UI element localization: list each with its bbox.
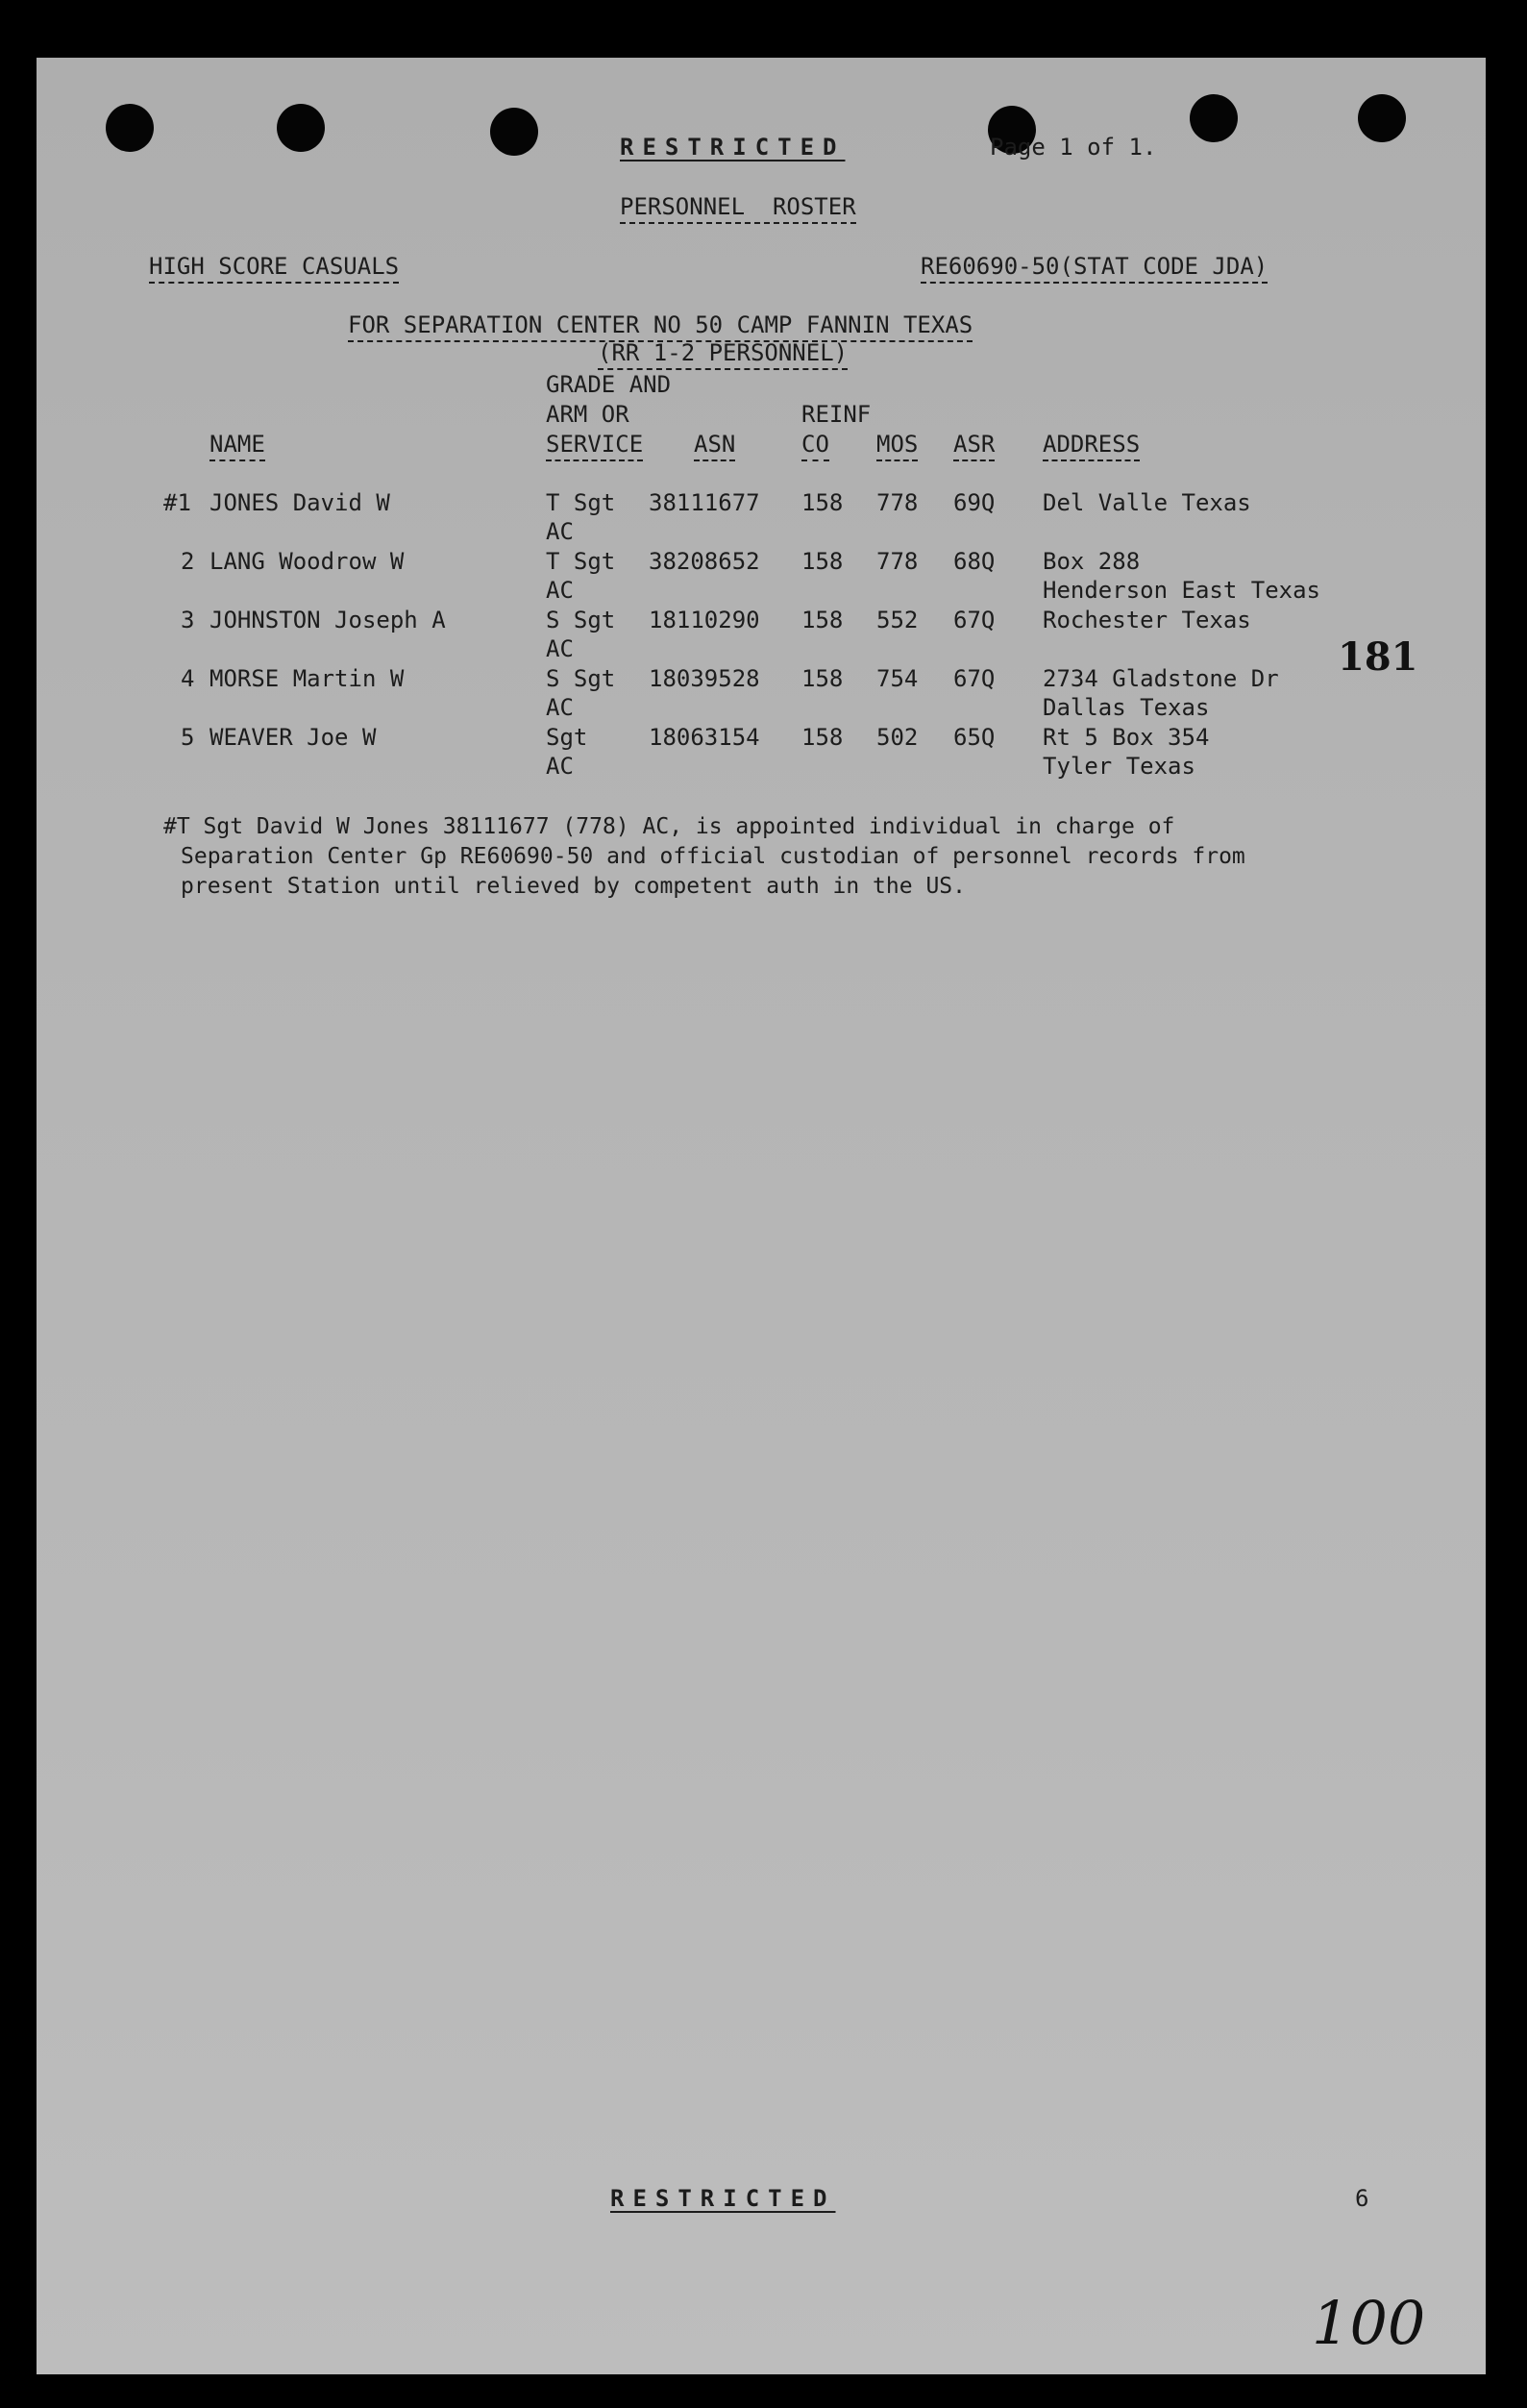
footer-mark: 6 bbox=[1355, 2185, 1369, 2212]
row-1-grade: T Sgt bbox=[546, 489, 616, 516]
col-co: CO bbox=[801, 430, 829, 461]
personnel-type: (RR 1-2 PERSONNEL) bbox=[598, 338, 848, 370]
row-5-arm: AC bbox=[546, 753, 574, 780]
row-1-num: #1 bbox=[163, 489, 191, 516]
row-3-arm: AC bbox=[546, 635, 574, 662]
row-1-asr: 69Q bbox=[953, 489, 996, 516]
row-2-arm: AC bbox=[546, 577, 574, 604]
group-name: HIGH SCORE CASUALS bbox=[149, 252, 399, 284]
punch-hole-5 bbox=[1190, 94, 1238, 142]
note-line-2: Separation Center Gp RE60690-50 and official custodian of personnel records from bbox=[181, 844, 1245, 869]
row-4-address2: Dallas Texas bbox=[1043, 694, 1210, 721]
row-5-co: 158 bbox=[801, 724, 844, 751]
row-3-co: 158 bbox=[801, 607, 844, 633]
destination: FOR SEPARATION CENTER NO 50 CAMP FANNIN TEXAS bbox=[348, 310, 973, 342]
row-5-asr: 65Q bbox=[953, 724, 996, 751]
row-3-mos: 552 bbox=[876, 607, 919, 633]
row-2-asn: 38208652 bbox=[649, 548, 760, 575]
row-2-name: LANG Woodrow W bbox=[209, 548, 405, 575]
row-2-co: 158 bbox=[801, 548, 844, 575]
row-4-asr: 67Q bbox=[953, 665, 996, 692]
col-grade-line2: ARM OR bbox=[546, 401, 629, 428]
roster-title: PERSONNEL ROSTER bbox=[620, 192, 856, 224]
col-grade-line3: SERVICE bbox=[546, 430, 643, 461]
row-2-grade: T Sgt bbox=[546, 548, 616, 575]
row-1-asn: 38111677 bbox=[649, 489, 760, 516]
col-mos: MOS bbox=[876, 430, 918, 461]
row-2-asr: 68Q bbox=[953, 548, 996, 575]
col-asn: ASN bbox=[694, 430, 735, 461]
row-4-name: MORSE Martin W bbox=[209, 665, 405, 692]
row-4-address1: 2734 Gladstone Dr bbox=[1043, 665, 1279, 692]
row-2-address1: Box 288 bbox=[1043, 548, 1141, 575]
col-name: NAME bbox=[209, 430, 265, 461]
row-3-grade: S Sgt bbox=[546, 607, 616, 633]
row-2-num: 2 bbox=[181, 548, 195, 575]
row-3-asn: 18110290 bbox=[649, 607, 760, 633]
punch-hole-3 bbox=[490, 108, 538, 156]
row-3-asr: 67Q bbox=[953, 607, 996, 633]
punch-hole-1 bbox=[106, 104, 154, 152]
row-4-arm: AC bbox=[546, 694, 574, 721]
row-1-address1: Del Valle Texas bbox=[1043, 489, 1251, 516]
document-page bbox=[37, 58, 1486, 2374]
row-5-grade: Sgt bbox=[546, 724, 588, 751]
row-5-asn: 18063154 bbox=[649, 724, 760, 751]
row-2-address2: Henderson East Texas bbox=[1043, 577, 1320, 604]
col-asr: ASR bbox=[953, 430, 995, 461]
stamp-number: 181 bbox=[1338, 634, 1418, 680]
row-4-grade: S Sgt bbox=[546, 665, 616, 692]
row-3-address1: Rochester Texas bbox=[1043, 607, 1251, 633]
page-label: Page 1 of 1. bbox=[990, 134, 1157, 161]
row-1-mos: 778 bbox=[876, 489, 919, 516]
row-1-co: 158 bbox=[801, 489, 844, 516]
classification-bottom: RESTRICTED bbox=[610, 2185, 836, 2212]
handwritten-number: 100 bbox=[1312, 2288, 1426, 2358]
col-reinf-line1: REINF bbox=[801, 401, 872, 428]
row-5-address2: Tyler Texas bbox=[1043, 753, 1195, 780]
row-5-num: 5 bbox=[181, 724, 195, 751]
row-1-arm: AC bbox=[546, 518, 574, 545]
group-code: RE60690-50(STAT CODE JDA) bbox=[921, 252, 1268, 284]
col-address: ADDRESS bbox=[1043, 430, 1140, 461]
row-3-num: 3 bbox=[181, 607, 195, 633]
row-4-num: 4 bbox=[181, 665, 195, 692]
col-grade-line1: GRADE AND bbox=[546, 371, 672, 398]
row-4-co: 158 bbox=[801, 665, 844, 692]
row-5-mos: 502 bbox=[876, 724, 919, 751]
classification-top: RESTRICTED bbox=[620, 134, 846, 161]
row-2-mos: 778 bbox=[876, 548, 919, 575]
row-5-name: WEAVER Joe W bbox=[209, 724, 377, 751]
note-line-3: present Station until relieved by competent auth in the US. bbox=[181, 874, 966, 899]
row-4-asn: 18039528 bbox=[649, 665, 760, 692]
punch-hole-6 bbox=[1358, 94, 1406, 142]
row-3-name: JOHNSTON Joseph A bbox=[209, 607, 446, 633]
punch-hole-2 bbox=[277, 104, 325, 152]
row-4-mos: 754 bbox=[876, 665, 919, 692]
row-5-address1: Rt 5 Box 354 bbox=[1043, 724, 1210, 751]
note-line-1: #T Sgt David W Jones 38111677 (778) AC, is appointed individual in charge of bbox=[163, 814, 1175, 839]
row-1-name: JONES David W bbox=[209, 489, 390, 516]
